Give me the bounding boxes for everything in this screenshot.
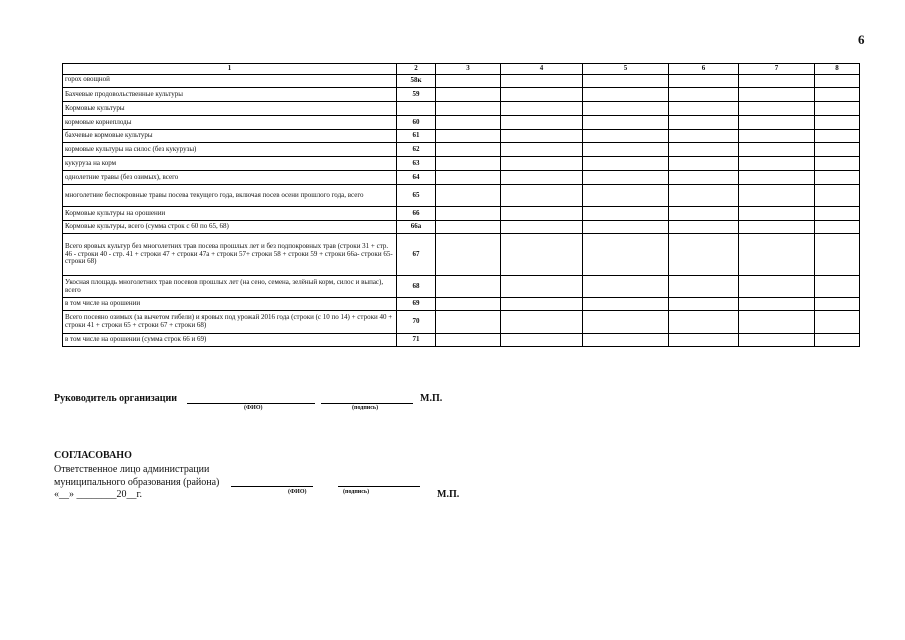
cell-col-4[interactable] [501,102,583,116]
cell-col-3[interactable] [436,102,501,116]
row-label: Кормовые культуры [63,102,397,116]
cell-col-3[interactable] [436,311,501,334]
cell-col-5[interactable] [583,130,669,143]
table-body [63,75,860,347]
cell-col-7[interactable] [739,75,815,88]
cell-col-5[interactable] [583,88,669,102]
row-label: в том числе на орошении (сумма строк 66 и 69) [63,334,397,347]
cell-col-8[interactable] [815,116,860,130]
cell-col-6[interactable] [669,157,739,171]
row-code: 61 [397,130,436,143]
cell-col-6[interactable] [669,102,739,116]
column-header-1: 1 [63,64,397,75]
head-fio-caption: (ФИО) [244,405,263,411]
row-code: 68 [397,276,436,298]
cell-col-4[interactable] [501,207,583,221]
cell-col-6[interactable] [669,276,739,298]
row-label: Всего яровых культур без многолетних трав посева прошлых лет и без подпокровных трав (строки 31 + стр. 46 - строки 40 - стр. 41 + строки 47 + строки 47а + строки 57+ строки 58 + строки 59 + строки 66а- строки 65- строки 68) [63,234,397,276]
row-code: 65 [397,185,436,207]
cell-col-7[interactable] [739,234,815,276]
cell-col-6[interactable] [669,88,739,102]
table-row [63,185,860,207]
column-header-5: 5 [583,64,669,75]
column-header-2: 2 [397,64,436,75]
cell-col-7[interactable] [739,276,815,298]
table-row [63,157,860,171]
cell-col-8[interactable] [815,171,860,185]
cell-col-7[interactable] [739,116,815,130]
row-code: 64 [397,171,436,185]
responsible-stamp-label: М.П. [437,489,460,500]
agreed-title: СОГЛАСОВАНО [54,450,132,461]
table-row [63,130,860,143]
cell-col-7[interactable] [739,130,815,143]
cell-col-6[interactable] [669,298,739,311]
cell-col-7[interactable] [739,171,815,185]
row-code: 66а [397,221,436,234]
row-label: горох овощной [63,75,397,88]
cell-col-8[interactable] [815,75,860,88]
cell-col-8[interactable] [815,276,860,298]
cell-col-4[interactable] [501,171,583,185]
cell-col-8[interactable] [815,88,860,102]
cell-col-4[interactable] [501,130,583,143]
cell-col-3[interactable] [436,143,501,157]
cell-col-3[interactable] [436,116,501,130]
cell-col-4[interactable] [501,221,583,234]
responsible-fio-caption: (ФИО) [288,489,307,495]
responsible-person-line1: Ответственное лицо администрации [54,464,210,475]
table-row [63,102,860,116]
cell-col-3[interactable] [436,185,501,207]
cell-col-3[interactable] [436,234,501,276]
cell-col-5[interactable] [583,221,669,234]
cell-col-3[interactable] [436,88,501,102]
row-code: 62 [397,143,436,157]
cell-col-4[interactable] [501,157,583,171]
row-code: 63 [397,157,436,171]
table-row [63,334,860,347]
cell-col-4[interactable] [501,143,583,157]
table-row [63,116,860,130]
row-label: однолетние травы (без озимых), всего [63,171,397,185]
row-label: кормовые корнеплоды [63,116,397,130]
column-header-3: 3 [436,64,501,75]
row-code: 70 [397,311,436,334]
cell-col-7[interactable] [739,298,815,311]
head-of-organization-label: Руководитель организации [54,393,178,404]
cell-col-5[interactable] [583,234,669,276]
row-code: 67 [397,234,436,276]
row-label: в том числе на орошении [63,298,397,311]
cell-col-5[interactable] [583,311,669,334]
cell-col-7[interactable] [739,185,815,207]
cell-col-4[interactable] [501,116,583,130]
row-label: Кормовые культуры, всего (сумма строк с 60 по 65, 68) [63,221,397,234]
head-sign-caption: (подпись) [352,405,379,411]
column-header-4: 4 [501,64,583,75]
cell-col-5[interactable] [583,143,669,157]
cell-col-8[interactable] [815,234,860,276]
cell-col-6[interactable] [669,207,739,221]
cell-col-8[interactable] [815,102,860,116]
cell-col-6[interactable] [669,116,739,130]
cell-col-8[interactable] [815,130,860,143]
head-signature-line[interactable] [321,403,413,404]
table-row [63,75,860,88]
cell-col-5[interactable] [583,276,669,298]
cell-col-3[interactable] [436,75,501,88]
cell-col-3[interactable] [436,171,501,185]
head-stamp-label: М.П. [420,393,443,404]
cell-col-6[interactable] [669,185,739,207]
cell-col-6[interactable] [669,311,739,334]
report-table [62,63,860,347]
cell-col-5[interactable] [583,102,669,116]
cell-col-7[interactable] [739,334,815,347]
row-label: Укосная площадь многолетних трав посевов прошлых лет (на сено, семена, зелёный корм, силос и выпас), всего [63,276,397,298]
table-row [63,171,860,185]
cell-col-7[interactable] [739,143,815,157]
row-code: 58к [397,75,436,88]
row-label: многолетние беспокровные травы посева текущего года, включая посев осени прошлого года, всего [63,185,397,207]
cell-col-8[interactable] [815,207,860,221]
column-header-6: 6 [669,64,739,75]
cell-col-7[interactable] [739,88,815,102]
row-label: кормовые культуры на силос (без кукурузы) [63,143,397,157]
head-fio-line[interactable] [187,403,315,404]
cell-col-6[interactable] [669,334,739,347]
cell-col-5[interactable] [583,185,669,207]
cell-col-5[interactable] [583,116,669,130]
row-label: Всего посеяно озимых (за вычетом гибели) и яровых под урожай 2016 года (строки (с 10 по 14) + строки 40 + строки 41 + строки 65 + строки 67 + строки 68) [63,311,397,334]
table-row [63,276,860,298]
row-code [397,102,436,116]
cell-col-5[interactable] [583,75,669,88]
cell-col-8[interactable] [815,143,860,157]
cell-col-5[interactable] [583,207,669,221]
row-label: Кормовые культуры на орошении [63,207,397,221]
responsible-signature-line[interactable] [338,486,420,487]
cell-col-8[interactable] [815,185,860,207]
cell-col-5[interactable] [583,171,669,185]
table-row [63,143,860,157]
cell-col-6[interactable] [669,75,739,88]
page-number: 6 [858,32,865,47]
cell-col-6[interactable] [669,221,739,234]
cell-col-7[interactable] [739,221,815,234]
cell-col-3[interactable] [436,130,501,143]
table-row [63,207,860,221]
cell-col-3[interactable] [436,298,501,311]
cell-col-8[interactable] [815,334,860,347]
cell-col-5[interactable] [583,157,669,171]
responsible-fio-line[interactable] [231,486,313,487]
table-header-row [63,64,860,75]
table-row [63,234,860,276]
cell-col-3[interactable] [436,157,501,171]
cell-col-5[interactable] [583,334,669,347]
cell-col-7[interactable] [739,157,815,171]
column-header-7: 7 [739,64,815,75]
cell-col-5[interactable] [583,298,669,311]
cell-col-4[interactable] [501,88,583,102]
responsible-person-line2: муниципального образования (района) [54,477,220,488]
cell-col-7[interactable] [739,207,815,221]
cell-col-4[interactable] [501,185,583,207]
cell-col-4[interactable] [501,276,583,298]
cell-col-3[interactable] [436,334,501,347]
cell-col-4[interactable] [501,234,583,276]
table-row [63,311,860,334]
cell-col-4[interactable] [501,75,583,88]
cell-col-7[interactable] [739,311,815,334]
row-label: Бахчевые продовольственные культуры [63,88,397,102]
cell-col-3[interactable] [436,276,501,298]
cell-col-7[interactable] [739,102,815,116]
cell-col-8[interactable] [815,221,860,234]
table-row [63,298,860,311]
cell-col-4[interactable] [501,298,583,311]
cell-col-8[interactable] [815,298,860,311]
cell-col-6[interactable] [669,143,739,157]
row-code: 69 [397,298,436,311]
table-row [63,221,860,234]
cell-col-8[interactable] [815,311,860,334]
responsible-sign-caption: (подпись) [343,489,370,495]
row-label: кукуруза на корм [63,157,397,171]
row-code: 71 [397,334,436,347]
date-line[interactable]: «__» ________20__г. [54,489,142,500]
cell-col-6[interactable] [669,171,739,185]
table-row [63,88,860,102]
cell-col-3[interactable] [436,207,501,221]
cell-col-4[interactable] [501,334,583,347]
cell-col-8[interactable] [815,157,860,171]
cell-col-6[interactable] [669,234,739,276]
column-header-8: 8 [815,64,860,75]
cell-col-3[interactable] [436,221,501,234]
cell-col-4[interactable] [501,311,583,334]
row-label: бахчевые кормовые культуры [63,130,397,143]
row-code: 60 [397,116,436,130]
cell-col-6[interactable] [669,130,739,143]
row-code: 59 [397,88,436,102]
row-code: 66 [397,207,436,221]
